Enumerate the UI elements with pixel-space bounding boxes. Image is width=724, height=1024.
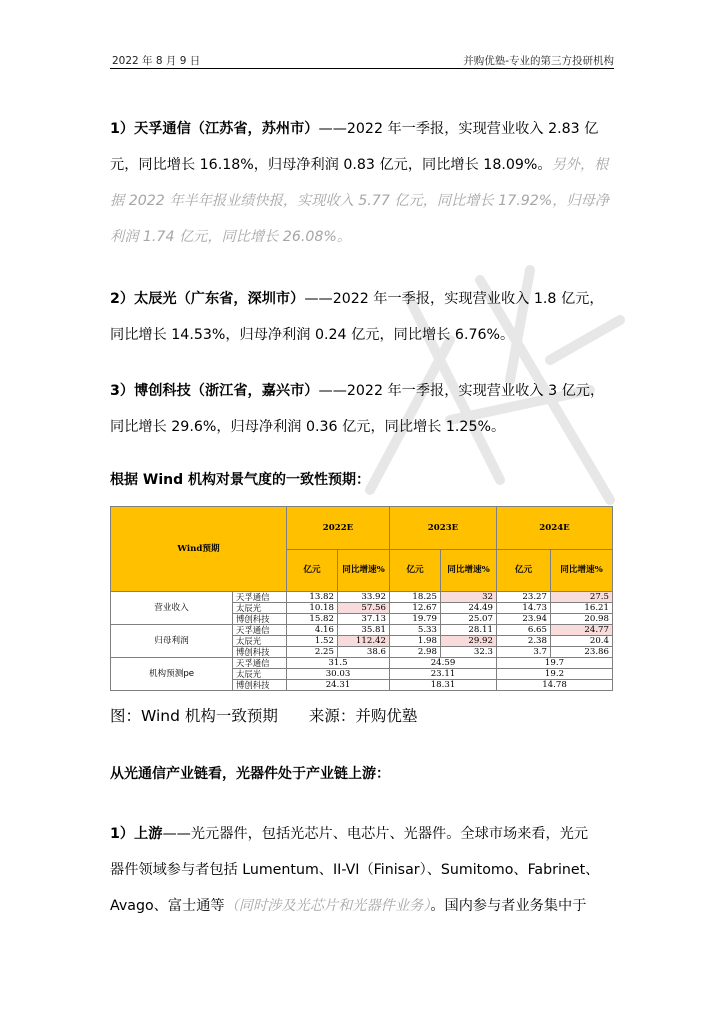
header-date: 2022 年 8 月 9 日 xyxy=(112,55,201,67)
value-cell: 18.25 xyxy=(390,592,441,603)
header-org: 并购优塾-专业的第三方投研机构 xyxy=(463,55,614,67)
bochuang-line-2: 同比增长 29.6%，归母净利润 0.36 亿元，同比增长 1.25%。 xyxy=(110,419,506,435)
value-cell: 2.38 xyxy=(497,636,551,647)
wind-forecast-table xyxy=(110,506,613,691)
value-cell: 2.98 xyxy=(390,647,441,658)
value-cell: 33.92 xyxy=(338,592,390,603)
value-cell: 15.82 xyxy=(287,614,338,625)
paragraph-tianfu xyxy=(110,111,614,255)
value-cell: 25.07 xyxy=(441,614,497,625)
company-cell: 博创科技 xyxy=(233,647,287,658)
pe-cell: 19.2 xyxy=(497,669,613,680)
industry-chain-heading: 从光通信产业链看，光器件处于产业链上游： xyxy=(110,766,390,782)
company-tianfu: 1）天孚通信（江苏省，苏州市） xyxy=(110,121,319,137)
value-cell: 13.82 xyxy=(287,592,338,603)
table-header-years xyxy=(111,507,613,550)
pe-cell: 24.59 xyxy=(390,658,497,669)
pe-cell: 24.31 xyxy=(287,680,390,691)
sub-header: 亿元 xyxy=(390,549,441,592)
value-cell: 6.65 xyxy=(497,625,551,636)
year-header: 2023E xyxy=(390,507,497,550)
company-bochuang: 3）博创科技（浙江省，嘉兴市） xyxy=(110,383,319,399)
table-row xyxy=(111,592,613,603)
sub-header: 同比增速% xyxy=(441,549,497,592)
pe-cell: 31.5 xyxy=(287,658,390,669)
value-cell: 14.73 xyxy=(497,603,551,614)
page-header xyxy=(110,50,614,69)
value-cell: 29.92 xyxy=(441,636,497,647)
value-cell: 24.77 xyxy=(551,625,613,636)
value-cell: 24.49 xyxy=(441,603,497,614)
taichenguang-line-2: 同比增长 14.53%，归母净利润 0.24 亿元，同比增长 6.76%。 xyxy=(110,327,515,343)
pe-cell: 30.03 xyxy=(287,669,390,680)
value-cell: 19.79 xyxy=(390,614,441,625)
tianfu-line-2: 元，同比增长 16.18%，归母净利润 0.83 亿元，同比增长 18.09%。 xyxy=(110,157,552,173)
value-cell: 23.27 xyxy=(497,592,551,603)
company-cell: 博创科技 xyxy=(233,680,287,691)
year-header: 2022E xyxy=(287,507,390,550)
value-cell: 16.21 xyxy=(551,603,613,614)
company-cell: 太辰光 xyxy=(233,636,287,647)
value-cell: 20.98 xyxy=(551,614,613,625)
taichenguang-line-1: ——2022 年一季报，实现营业收入 1.8 亿元， xyxy=(304,291,604,307)
upstream-label: 1）上游 xyxy=(110,826,163,842)
company-cell: 博创科技 xyxy=(233,614,287,625)
upstream-line-3-note: （同时涉及光芯片和光器件业务） xyxy=(224,898,431,914)
tianfu-line-2-note: 另外，根 xyxy=(551,157,609,173)
upstream-line-3a: Avago、富士通等 xyxy=(110,898,225,914)
pe-cell: 23.11 xyxy=(390,669,497,680)
company-cell: 天孚通信 xyxy=(233,592,287,603)
value-cell: 57.56 xyxy=(338,603,390,614)
tianfu-line-1: ——2022 年一季报，实现营业收入 2.83 亿 xyxy=(318,121,599,137)
value-cell: 37.13 xyxy=(338,614,390,625)
value-cell: 12.67 xyxy=(390,603,441,614)
wind-heading: 根据 Wind 机构对景气度的一致性预期： xyxy=(110,472,370,488)
value-cell: 5.33 xyxy=(390,625,441,636)
value-cell: 1.98 xyxy=(390,636,441,647)
value-cell: 28.11 xyxy=(441,625,497,636)
upstream-line-2: 器件领域参与者包括 Lumentum、II-VI（Finisar）、Sumitomo、Fabrinet、 xyxy=(110,862,600,878)
table-row xyxy=(111,625,613,636)
value-cell: 2.25 xyxy=(287,647,338,658)
paragraph-bochuang xyxy=(110,373,614,445)
value-cell: 32 xyxy=(441,592,497,603)
pe-cell: 18.31 xyxy=(390,680,497,691)
value-cell: 32.3 xyxy=(441,647,497,658)
pe-cell: 19.7 xyxy=(497,658,613,669)
value-cell: 112.42 xyxy=(338,636,390,647)
company-cell: 天孚通信 xyxy=(233,625,287,636)
tianfu-line-4: 利润 1.74 亿元，同比增长 26.08%。 xyxy=(110,229,352,245)
sub-header: 同比增速% xyxy=(338,549,390,592)
value-cell: 3.7 xyxy=(497,647,551,658)
value-cell: 20.4 xyxy=(551,636,613,647)
sub-header: 亿元 xyxy=(287,549,338,592)
value-cell: 4.16 xyxy=(287,625,338,636)
paragraph-upstream xyxy=(110,816,614,924)
value-cell: 27.5 xyxy=(551,592,613,603)
table-row xyxy=(111,658,613,669)
value-cell: 1.52 xyxy=(287,636,338,647)
figure-caption: 图：Wind 机构一致预期 来源：并购优塾 xyxy=(110,707,418,725)
year-header: 2024E xyxy=(497,507,613,550)
company-cell: 太辰光 xyxy=(233,669,287,680)
upstream-line-3c: 。国内参与者业务集中于 xyxy=(430,898,587,914)
pe-cell: 14.78 xyxy=(497,680,613,691)
company-taichenguang: 2）太辰光（广东省，深圳市） xyxy=(110,291,305,307)
value-cell: 23.86 xyxy=(551,647,613,658)
metric-group-label: 归母利润 xyxy=(111,625,233,658)
tianfu-line-3: 据 2022 年半年报业绩快报，实现收入 5.77 亿元，同比增长 17.92%，归母净 xyxy=(110,193,610,209)
bochuang-line-1: ——2022 年一季报，实现营业收入 3 亿元， xyxy=(318,383,605,399)
value-cell: 38.6 xyxy=(338,647,390,658)
company-cell: 天孚通信 xyxy=(233,658,287,669)
value-cell: 10.18 xyxy=(287,603,338,614)
upstream-line-1: ——光元器件，包括光芯片、电芯片、光器件。全球市场来看，光元 xyxy=(162,826,589,842)
value-cell: 35.81 xyxy=(338,625,390,636)
sub-header: 同比增速% xyxy=(551,549,613,592)
metric-group-label: 营业收入 xyxy=(111,592,233,625)
value-cell: 23.94 xyxy=(497,614,551,625)
table-corner: Wind预期 xyxy=(111,507,287,592)
wind-table-container xyxy=(110,506,612,692)
company-cell: 太辰光 xyxy=(233,603,287,614)
sub-header: 亿元 xyxy=(497,549,551,592)
metric-group-label: 机构预测pe xyxy=(111,658,233,691)
paragraph-taichenguang xyxy=(110,281,614,353)
